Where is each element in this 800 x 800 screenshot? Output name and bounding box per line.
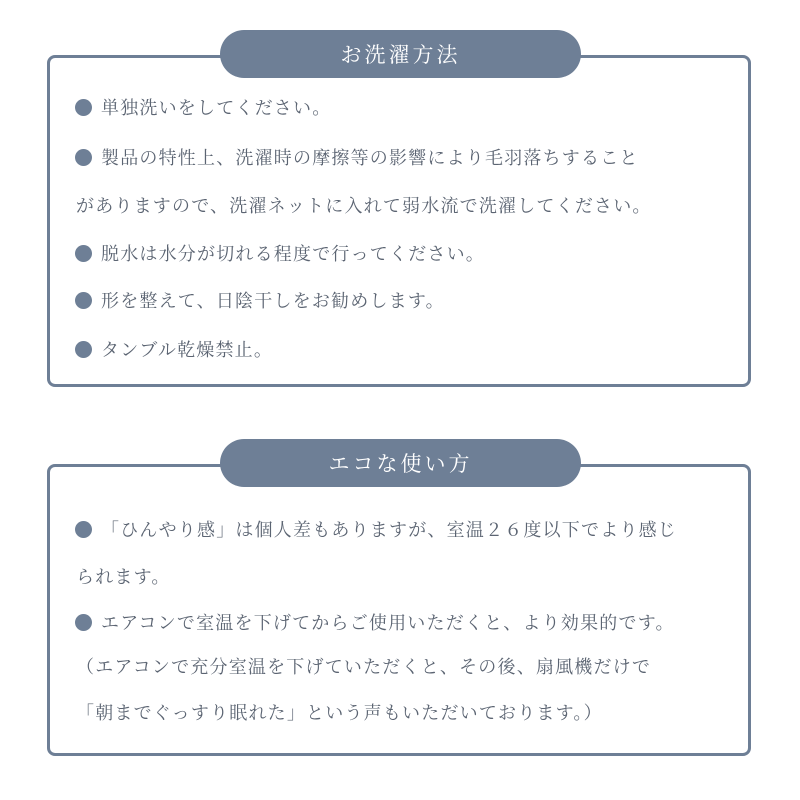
eco-line-1: 「ひんやり感」は個人差もありますが、室温２６度以下でより感じ <box>75 519 677 543</box>
bullet-icon <box>75 614 92 631</box>
care-line-1: 単独洗いをしてください。 <box>75 97 331 121</box>
eco-line-2: られます。 <box>76 567 171 588</box>
care-line-6: タンブル乾燥禁止。 <box>75 339 273 363</box>
bullet-icon <box>75 99 92 116</box>
eco-line-4: （エアコンで充分室温を下げていただくと、その後、扇風機だけで <box>76 657 652 678</box>
care-line-2: 製品の特性上、洗濯時の摩擦等の影響により毛羽落ちすること <box>75 147 639 171</box>
bullet-icon <box>75 149 92 166</box>
care-line-4: 脱水は水分が切れる程度で行ってください。 <box>75 243 485 267</box>
eco-line-5: 「朝までぐっすり眠れた」という声もいただいております。） <box>76 703 603 724</box>
care-line-3: がありますので、洗濯ネットに入れて弱水流で洗濯してください。 <box>76 196 652 217</box>
bullet-icon <box>75 521 92 538</box>
bullet-icon <box>75 292 92 309</box>
eco-usage-title: エコな使い方 <box>220 439 581 487</box>
bullet-icon <box>75 245 92 262</box>
care-line-5: 形を整えて、日陰干しをお勧めします。 <box>75 290 445 314</box>
eco-line-3: エアコンで室温を下げてからご使用いただくと、より効果的です。 <box>75 612 675 636</box>
bullet-icon <box>75 341 92 358</box>
washing-instructions-title: お洗濯方法 <box>220 30 581 78</box>
